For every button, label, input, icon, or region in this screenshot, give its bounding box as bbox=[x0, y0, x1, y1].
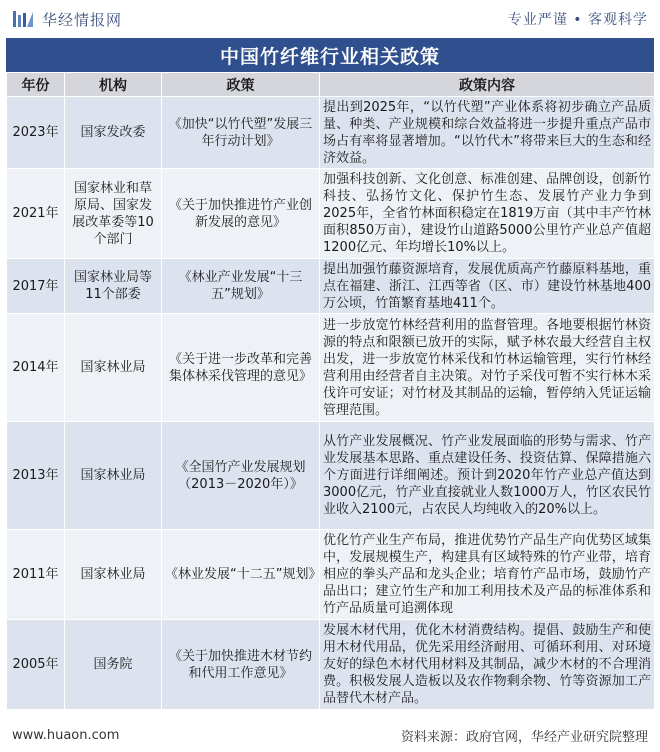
cell-policy: 《关于加快推进木材节约和代用工作意见》 bbox=[162, 620, 320, 710]
cell-year: 2023年 bbox=[7, 97, 65, 169]
cell-org: 国家林业局等11个部委 bbox=[65, 259, 162, 314]
brand-name: 华经情报网 bbox=[42, 10, 123, 29]
cell-year: 2013年 bbox=[7, 422, 65, 530]
cell-policy: 《林业发展“十二五”规划》 bbox=[162, 530, 320, 620]
table-row bbox=[7, 620, 655, 710]
page-title: 中国竹纤维行业相关政策 bbox=[219, 45, 440, 68]
cell-policy: 《加快“以竹代塑”发展三年行动计划》 bbox=[162, 97, 320, 169]
policy-table bbox=[6, 72, 655, 710]
cell-content: 发展木材代用，优化木材消费结构。提倡、鼓励生产和使用木材代用品，优先采用经济耐用、可循环利用、对环境友好的绿色木材代用材料及其制品，减少木材的不合理消费。积极发展人造板以及农作物剩余物、竹等资源加工产品替代木材产品。 bbox=[320, 620, 655, 710]
cell-content: 优化竹产业生产布局，推进优势竹产品生产向优势区域集中，发展规模生产，构建具有区域特殊的竹产业带，培育相应的拳头产品和龙头企业；培育竹产品市场，鼓励竹产品出口；建立竹生产和加工利用技术及产品的标准体系和竹产品质量可追溯体现 bbox=[320, 530, 655, 620]
cell-org: 国家林业和草原局、国家发展改革委等10个部门 bbox=[65, 169, 162, 259]
table-row bbox=[7, 259, 655, 314]
cell-year: 2011年 bbox=[7, 530, 65, 620]
cell-year: 2014年 bbox=[7, 314, 65, 422]
table-row bbox=[7, 314, 655, 422]
brand-logo[interactable] bbox=[12, 8, 122, 30]
cell-year: 2017年 bbox=[7, 259, 65, 314]
column-header-policy: 政策 bbox=[162, 73, 320, 97]
cell-org: 国家发改委 bbox=[65, 97, 162, 169]
cell-content: 提出到2025年，“以竹代塑”产业体系将初步确立产品质量、种类、产业规模和综合效益将进一步提升重点产品市场占有率将显著增加。“以竹代木”将带来巨大的生态和经济效益。 bbox=[320, 97, 655, 169]
column-header-org: 机构 bbox=[65, 73, 162, 97]
cell-content: 进一步放宽竹林经营利用的监督管理。各地要根据竹林资源的特点和限额已放开的实际，赋予林农最大经营自主权出发，进一步放宽竹林采伐和竹林运输管理，实行竹林经营利用由经营者自主决策。对竹子采伐可暂不实行林木采伐许可安证；对竹材及其制品的运输，暂停纳入凭证运输管理范围。 bbox=[320, 314, 655, 422]
footer bbox=[0, 718, 660, 752]
table-row bbox=[7, 422, 655, 530]
cell-year: 2021年 bbox=[7, 169, 65, 259]
cell-year: 2005年 bbox=[7, 620, 65, 710]
cell-policy: 《关于加快推进竹产业创新发展的意见》 bbox=[162, 169, 320, 259]
huajing-logo-icon bbox=[12, 8, 34, 30]
top-bar bbox=[0, 0, 660, 38]
cell-content: 加强科技创新、文化创意、标准创建、品牌创设，创新竹科技、弘扬竹文化、保护竹生态、发展竹产业力争到2025年，全省竹林面积稳定在1819万亩（其中丰产竹林面积850万亩），建设竹山道路5000公里竹产业总产值超1200亿元、年均增长10%以上。 bbox=[320, 169, 655, 259]
column-header-year: 年份 bbox=[7, 73, 65, 97]
cell-content: 提出加强竹藤资源培育，发展优质高产竹藤原料基地，重点在福建、浙江、江西等省（区、市）建设竹林基地400万公顷，竹笛繁育基地411个。 bbox=[320, 259, 655, 314]
table-row bbox=[7, 169, 655, 259]
brand-slogan: 专业严谨 • 客观科学 bbox=[507, 12, 648, 28]
column-header-content: 政策内容 bbox=[320, 73, 655, 97]
table-row bbox=[7, 530, 655, 620]
cell-policy: 《关于进一步改革和完善集体林采伐管理的意见》 bbox=[162, 314, 320, 422]
table-row bbox=[7, 97, 655, 169]
cell-org: 国家林业局 bbox=[65, 530, 162, 620]
cell-org: 国务院 bbox=[65, 620, 162, 710]
cell-org: 国家林业局 bbox=[65, 422, 162, 530]
title-bar bbox=[6, 38, 654, 72]
cell-org: 国家林业局 bbox=[65, 314, 162, 422]
footer-source: 资料来源：政府官网，华经产业研究院整理 bbox=[400, 729, 648, 745]
cell-content: 从竹产业发展概况、竹产业发展面临的形势与需求、竹产业发展基本思路、重点建设任务、投资估算、保障措施六个方面进行详细阐述。预计到2020年竹产业总产值达到3000亿元，竹产业直接就业人数1000万人，竹区农民竹业收入2100元，占农民人均纯收入的20%以上。 bbox=[320, 422, 655, 530]
cell-policy: 《全国竹产业发展规划（2013－2020年）》 bbox=[162, 422, 320, 530]
footer-website-link[interactable]: www.huaon.com bbox=[12, 727, 120, 743]
table-header-row bbox=[7, 73, 655, 97]
cell-policy: 《林业产业发展“十三五”规划》 bbox=[162, 259, 320, 314]
